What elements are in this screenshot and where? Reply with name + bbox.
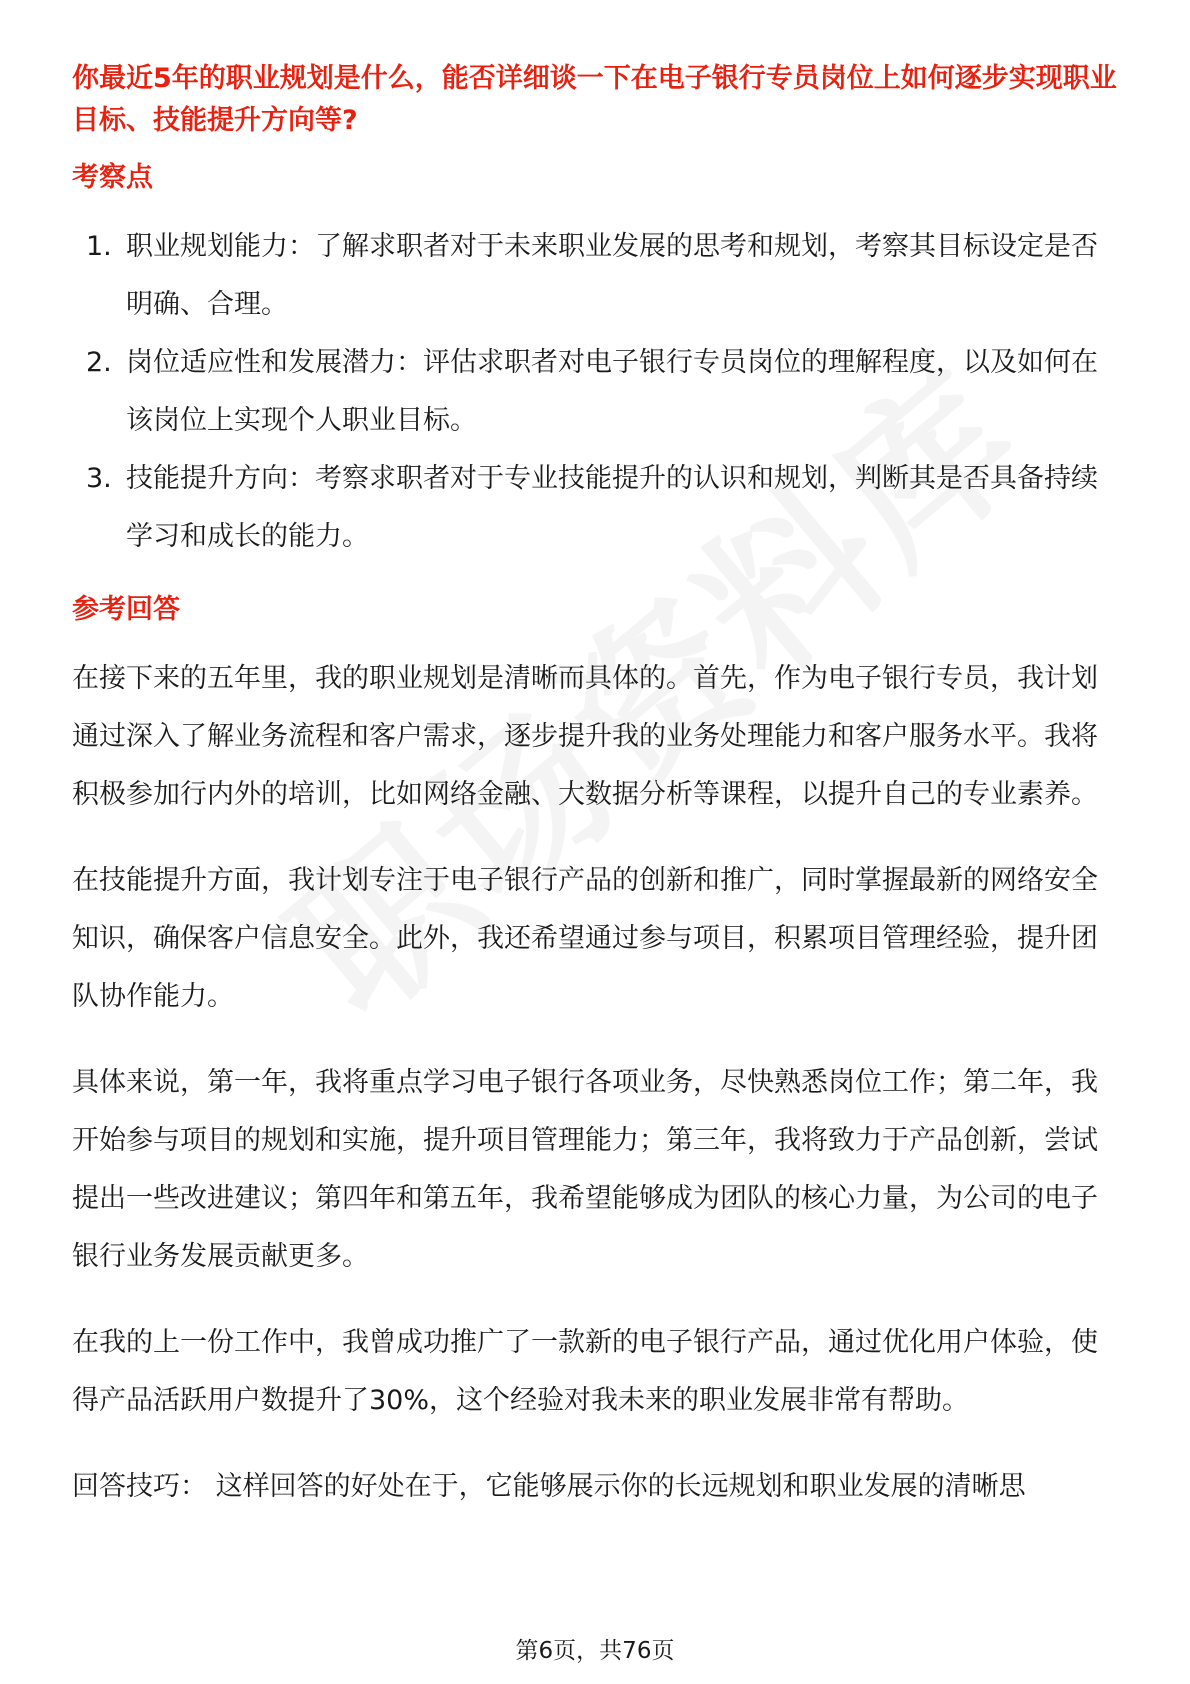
list-number: 1.: [86, 231, 112, 262]
answer-paragraph: 在接下来的五年里，我的职业规划是清晰而具体的。首先，作为电子银行专员，我计划通过深入了解业务流程和客户需求，逐步提升我的业务处理能力和客户服务水平。我将积极参加行内外的培训，比如网络金融、大数据分析等课程，以提升自己的专业素养。: [72, 663, 1098, 810]
question-heading: 你最近5年的职业规划是什么，能否详细谈一下在电子银行专员岗位上如何逐步实现职业目标、技能提升方向等?: [72, 63, 1117, 136]
list-item: [72, 450, 1118, 566]
answer-paragraph: 在我的上一份工作中，我曾成功推广了一款新的电子银行产品，通过优化用户体验，使得产品活跃用户数提升了30%，这个经验对我未来的职业发展非常有帮助。: [72, 1327, 1098, 1416]
list-number: 3.: [86, 463, 112, 494]
list-item-text: 技能提升方向：考察求职者对于专业技能提升的认识和规划，判断其是否具备持续学习和成长的能力。: [126, 463, 1098, 552]
section-title-kaochadian: 考察点: [72, 162, 153, 193]
list-item-text: 职业规划能力：了解求职者对于未来职业发展的思考和规划，考察其目标设定是否明确、合理。: [126, 231, 1098, 320]
answer-paragraph: 在技能提升方面，我计划专注于电子银行产品的创新和推广，同时掌握最新的网络安全知识，确保客户信息安全。此外，我还希望通过参与项目，积累项目管理经验，提升团队协作能力。: [72, 865, 1098, 1012]
answer-tips-paragraph: 回答技巧： 这样回答的好处在于，它能够展示你的长远规划和职业发展的清晰思: [72, 1471, 1026, 1502]
answer-paragraph: 具体来说，第一年，我将重点学习电子银行各项业务，尽快熟悉岗位工作；第二年，我开始参与项目的规划和实施，提升项目管理能力；第三年，我将致力于产品创新，尝试提出一些改进建议；第四年和第五年，我希望能够成为团队的核心力量，为公司的电子银行业务发展贡献更多。: [72, 1067, 1098, 1272]
evaluation-points-list: [72, 218, 1118, 566]
list-item-text: 岗位适应性和发展潜力：评估求职者对电子银行专员岗位的理解程度，以及如何在该岗位上实现个人职业目标。: [126, 347, 1098, 436]
section-title-answer: 参考回答: [72, 594, 180, 625]
list-item: [72, 218, 1118, 334]
page-number-footer: 第6页，共76页: [515, 1638, 675, 1664]
page-content: [72, 58, 1118, 1516]
list-item: [72, 334, 1118, 450]
list-number: 2.: [86, 347, 112, 378]
